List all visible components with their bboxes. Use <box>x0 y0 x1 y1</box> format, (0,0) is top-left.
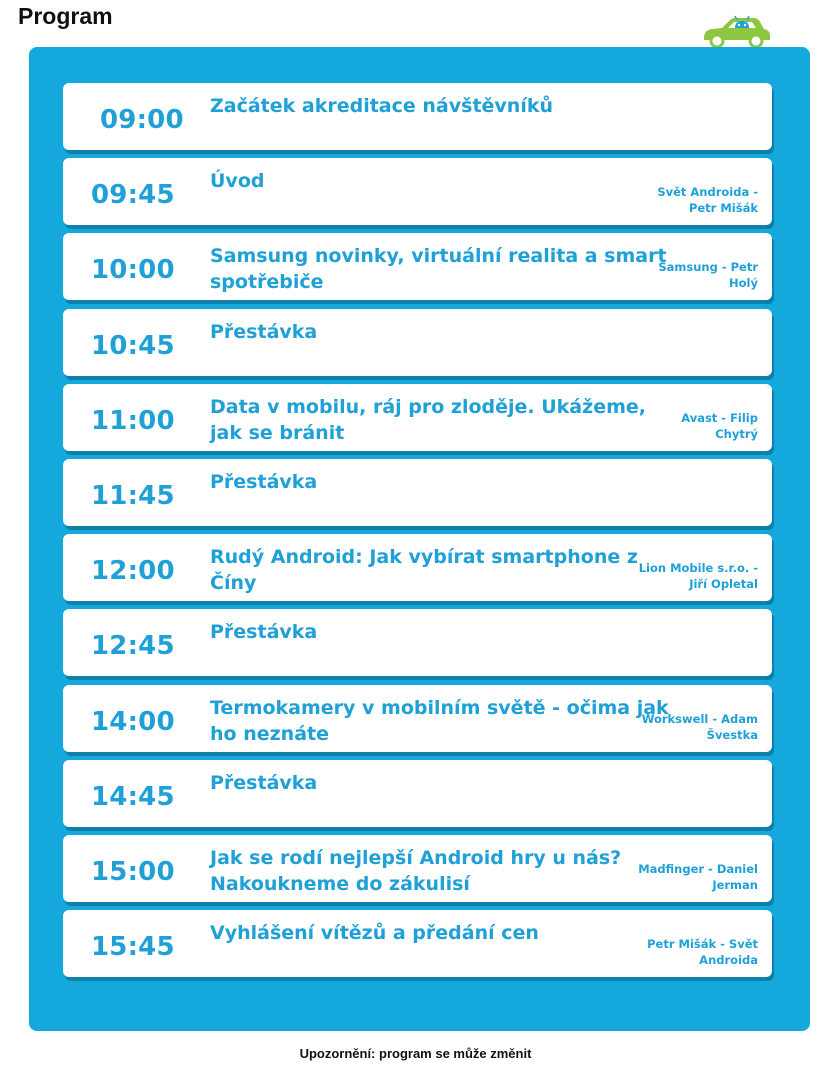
schedule-row <box>63 760 772 827</box>
notice-text: Upozornění: program se může změnit <box>299 1046 532 1061</box>
schedule-talk-title: Vyhlášení vítězů a předání cen <box>210 922 539 945</box>
schedule-time: 11:45 <box>91 481 175 511</box>
schedule-time: 15:45 <box>91 932 175 963</box>
schedule-row <box>63 384 772 451</box>
page-title: Program <box>18 3 113 29</box>
schedule-time: 09:00 <box>100 105 184 135</box>
schedule-time: 14:45 <box>91 781 175 812</box>
schedule-time: 09:45 <box>91 180 175 211</box>
schedule-speaker: Samsung - Petr Holý <box>658 260 758 291</box>
schedule-row <box>63 910 772 977</box>
schedule-speaker: Workswell - Adam Švestka <box>641 711 758 742</box>
schedule-time: 10:45 <box>91 330 175 361</box>
schedule-time: 12:45 <box>91 631 175 662</box>
schedule-talk-title: Jak se rodí nejlepší Android hry u nás? Nakoukneme do zákulisí <box>210 847 622 895</box>
schedule-talk-title: Samsung novinky, virtuální realita a smart spotřebiče <box>210 245 667 294</box>
schedule-time: 10:00 <box>91 255 175 286</box>
schedule-speaker: Lion Mobile s.r.o. - Jiří Opletal <box>638 561 758 592</box>
schedule-talk-title: Data v mobilu, ráj pro zloděje. Ukážeme, jak se bránit <box>210 395 646 444</box>
schedule-row <box>63 83 772 150</box>
schedule-talk-title: Rudý Android: Jak vybírat smartphone z Číny <box>210 546 638 595</box>
schedule-row <box>63 309 772 376</box>
schedule-speaker: Petr Mišák - Svět Androida <box>647 937 758 968</box>
schedule-row <box>63 685 772 752</box>
schedule-time: 15:00 <box>91 857 175 887</box>
schedule-talk-title: Přestávka <box>210 320 318 343</box>
schedule-time: 12:00 <box>91 556 175 587</box>
schedule-speaker: Avast - Filip Chytrý <box>681 410 758 441</box>
schedule-talk-title: Přestávka <box>210 771 318 794</box>
schedule-speaker: Svět Androida - Petr Mišák <box>657 185 758 216</box>
schedule-speaker: Madfinger - Daniel Jerman <box>638 862 758 892</box>
schedule-row <box>63 835 772 902</box>
schedule-time: 11:00 <box>91 405 175 436</box>
schedule-row <box>63 459 772 526</box>
schedule-talk-title: Začátek akreditace návštěvníků <box>210 95 553 117</box>
schedule-row <box>63 158 772 225</box>
schedule-talk-title: Přestávka <box>210 471 318 493</box>
schedule-time: 14:00 <box>91 706 175 737</box>
schedule-talk-title: Přestávka <box>210 621 318 644</box>
schedule-row <box>63 609 772 676</box>
android-car-icon <box>700 8 772 50</box>
schedule-board <box>29 47 810 1031</box>
schedule-talk-title: Termokamery v mobilním světě - očima jak ho neznáte <box>210 696 669 745</box>
schedule-row <box>63 233 772 300</box>
schedule-row <box>63 534 772 601</box>
schedule-talk-title: Úvod <box>210 170 265 193</box>
